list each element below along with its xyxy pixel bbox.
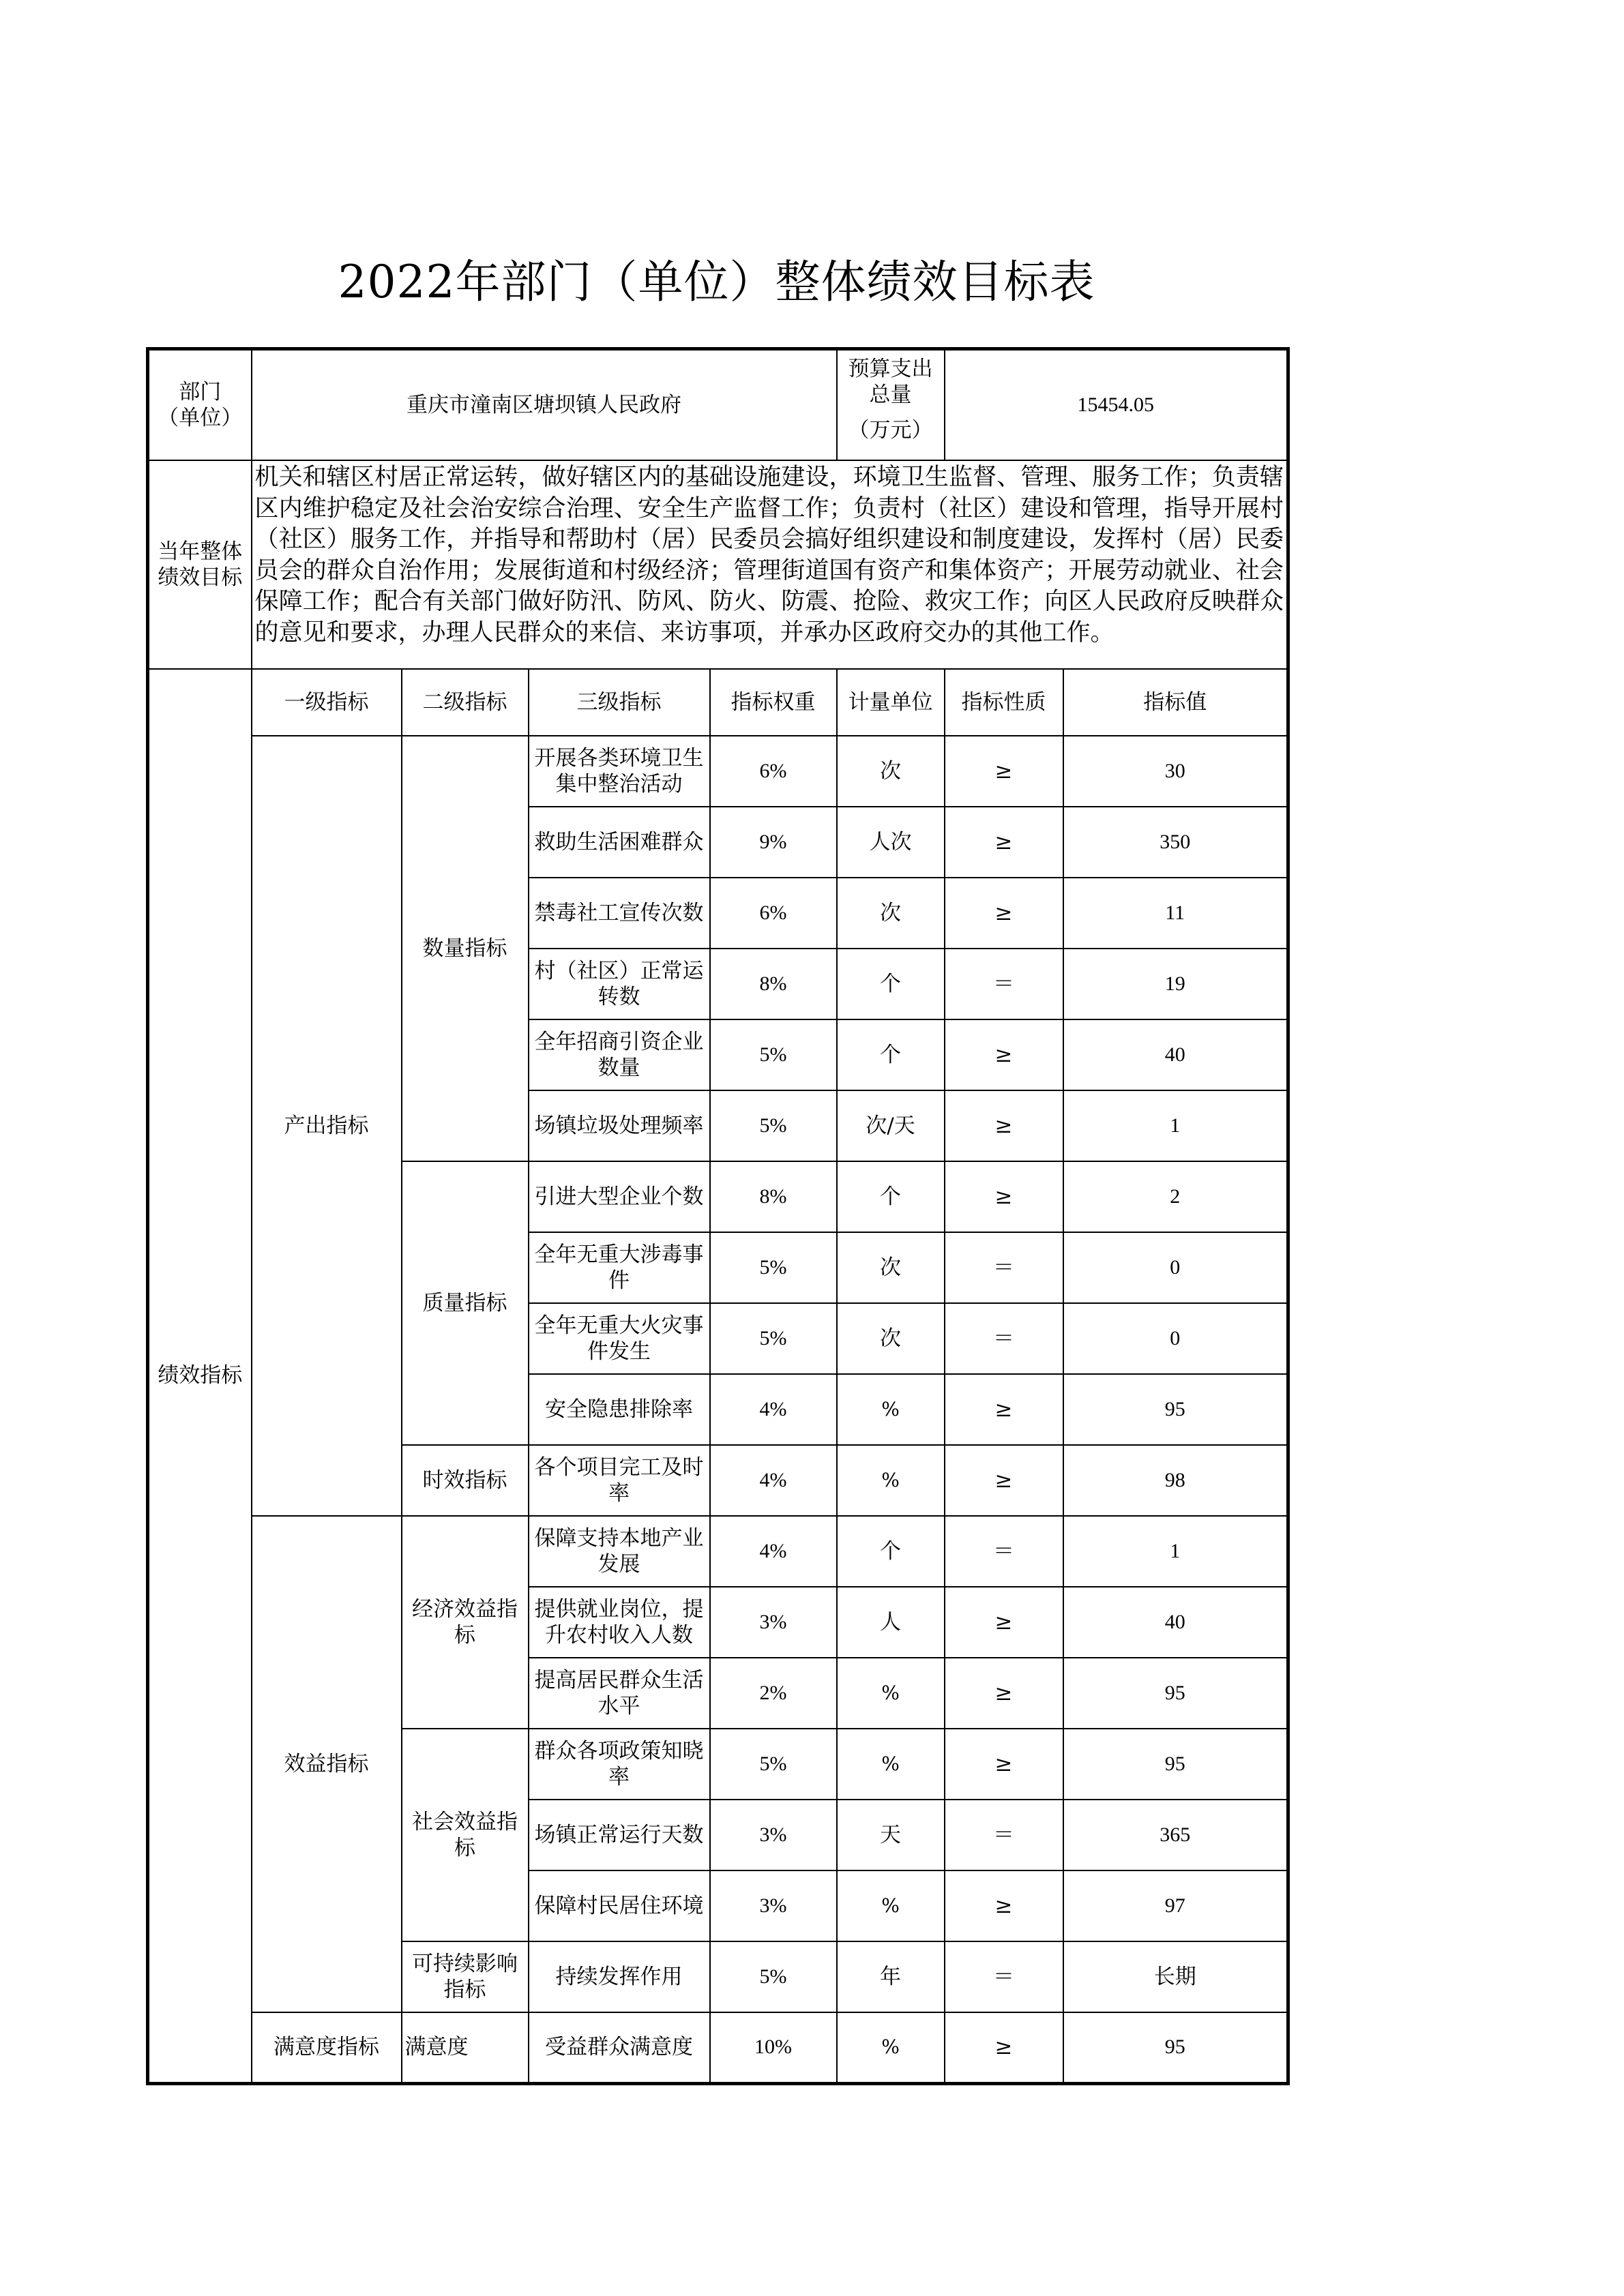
nature-cell: ≥ [945,1587,1063,1658]
level2-line: 社会效益指 [412,1810,518,1834]
level3-cell [529,1870,710,1941]
budget-value: 15454.05 [945,349,1288,461]
nature-cell: ≥ [945,878,1063,949]
unit-cell: 个 [837,1019,945,1090]
level2-line: 标 [454,1836,475,1860]
nature-cell: ≥ [945,2012,1063,2083]
value-cell: 长期 [1063,1941,1288,2012]
weight-cell: 5% [710,1090,837,1161]
level3-line: 全年无重大火灾事 [534,1313,704,1338]
weight-cell: 2% [710,1658,837,1729]
weight-cell: 5% [710,1941,837,2012]
value-cell: 19 [1063,949,1288,1019]
level3-cell [529,736,710,807]
level3-line: 群众各项政策知晓 [534,1739,704,1763]
level3-line: 发展 [597,1552,640,1577]
level2-quality: 质量指标 [402,1161,529,1445]
budget-label-line: 预算支出 [848,357,933,381]
level1-satisfaction: 满意度指标 [252,2012,402,2083]
value-cell: 365 [1063,1800,1288,1870]
unit-cell: % [837,1445,945,1516]
weight-cell: 4% [710,1516,837,1587]
level3-line: 受益群众满意度 [545,2035,693,2060]
level3-line: 提高居民群众生活 [534,1668,704,1693]
nature-cell: ＝ [945,1516,1063,1587]
level3-cell [529,1090,710,1161]
level2-sustainability [402,1941,529,2012]
level3-line: 安全隐患排除率 [545,1397,693,1422]
level3-cell [529,1729,710,1800]
unit-cell: 次 [837,736,945,807]
column-header: 三级指标 [529,669,710,736]
weight-cell: 5% [710,1019,837,1090]
level3-line: 水平 [597,1694,640,1718]
level3-line: 保障村民居住环境 [534,1894,704,1918]
nature-cell: ≥ [945,736,1063,807]
level3-cell [529,1587,710,1658]
weight-cell: 6% [710,878,837,949]
value-cell: 0 [1063,1303,1288,1374]
level3-line: 集中整治活动 [555,772,683,796]
column-header: 指标性质 [945,669,1063,736]
level2-economic [402,1516,529,1729]
value-cell: 11 [1063,878,1288,949]
budget-label [837,349,945,461]
level1-output: 产出指标 [252,736,402,1516]
nature-cell: ≥ [945,1019,1063,1090]
value-cell: 95 [1063,1374,1288,1445]
value-cell: 95 [1063,2012,1288,2083]
level3-cell [529,1232,710,1303]
column-header: 指标权重 [710,669,837,736]
value-cell: 97 [1063,1870,1288,1941]
level3-line: 率 [608,1481,630,1506]
value-cell: 0 [1063,1232,1288,1303]
level3-cell [529,1658,710,1729]
nature-cell: ≥ [945,1374,1063,1445]
level3-line: 件发生 [587,1339,651,1364]
title-text: 2022年部门（单位）整体绩效目标表 [338,256,1095,308]
performance-table [146,347,1290,2085]
level3-line: 数量 [597,1056,640,1080]
level3-cell [529,1516,710,1587]
level2-satisfaction: 满意度 [402,2012,529,2083]
weight-cell: 6% [710,736,837,807]
level3-line: 村（社区）正常运 [534,959,704,983]
column-header: 一级指标 [252,669,402,736]
nature-cell: ≥ [945,1445,1063,1516]
nature-cell: ＝ [945,1303,1063,1374]
goal-label [148,460,252,669]
level3-line: 开展各类环境卫生 [534,746,704,771]
level3-line: 引进大型企业个数 [534,1184,704,1209]
level2-social [402,1729,529,1941]
level3-cell [529,1941,710,2012]
value-cell: 350 [1063,807,1288,878]
nature-cell: ≥ [945,1161,1063,1232]
unit-cell: 次/天 [837,1090,945,1161]
goal-label-line: 绩效目标 [158,565,243,590]
level3-line: 提供就业岗位，提 [534,1597,704,1622]
level3-cell [529,2012,710,2083]
weight-cell: 5% [710,1729,837,1800]
value-cell: 2 [1063,1161,1288,1232]
level3-line: 件 [608,1268,630,1293]
dept-label-line: 部门 [179,380,222,404]
dept-label-line: （单位） [158,406,243,430]
weight-cell: 8% [710,1161,837,1232]
level3-line: 禁毒社工宣传次数 [534,901,704,925]
goal-text: 机关和辖区村居正常运转，做好辖区内的基础设施建设，环境卫生监督、管理、服务工作；负责辖区内维护稳定及社会治安综合治理、安全生产监督工作；负责村（社区）建设和管理，指导开展村（社区）服务工作，并指导和帮助村（居）民委员会搞好组织建设和制度建设，发挥村（居）民委员会的群众自治作用；发展街道和村级经济；管理街道国有资产和集体资产；开展劳动就业、社会保障工作；配合有关部门做好防汛、防风、防火、防震、抢险、救灾工作；向区人民政府反映群众的意见和要求，办理人民群众的来信、来访事项，并承办区政府交办的其他工作。 [252,460,1288,669]
level3-line: 场镇正常运行天数 [534,1823,704,1847]
goal-label-line: 当年整体 [158,539,243,564]
unit-cell: 个 [837,1161,945,1232]
unit-cell: % [837,1658,945,1729]
unit-cell: 人次 [837,807,945,878]
page-title [0,245,1624,310]
level3-cell [529,1019,710,1090]
unit-cell: 个 [837,1516,945,1587]
value-cell: 40 [1063,1587,1288,1658]
level3-cell [529,1303,710,1374]
value-cell: 40 [1063,1019,1288,1090]
weight-cell: 5% [710,1303,837,1374]
unit-cell: % [837,1870,945,1941]
nature-cell: ≥ [945,807,1063,878]
level3-line: 全年招商引资企业 [534,1030,704,1054]
nature-cell: ＝ [945,949,1063,1019]
level3-line: 转数 [597,985,640,1009]
weight-cell: 10% [710,2012,837,2083]
unit-cell: 天 [837,1800,945,1870]
level3-cell [529,1800,710,1870]
unit-cell: % [837,1374,945,1445]
weight-cell: 3% [710,1587,837,1658]
weight-cell: 4% [710,1374,837,1445]
dept-value: 重庆市潼南区塘坝镇人民政府 [252,349,837,461]
nature-cell: ＝ [945,1800,1063,1870]
level3-line: 各个项目完工及时 [534,1455,704,1480]
weight-cell: 5% [710,1232,837,1303]
level3-line: 场镇垃圾处理频率 [534,1114,704,1138]
level2-line: 指标 [443,1978,486,2002]
level3-line: 升农村收入人数 [545,1623,693,1648]
indicators-label: 绩效指标 [148,669,252,2083]
weight-cell: 3% [710,1870,837,1941]
nature-cell: ＝ [945,1232,1063,1303]
value-cell: 30 [1063,736,1288,807]
level3-cell [529,1445,710,1516]
nature-cell: ≥ [945,1729,1063,1800]
level3-line: 持续发挥作用 [555,1965,683,1989]
column-header: 二级指标 [402,669,529,736]
nature-cell: ≥ [945,1658,1063,1729]
weight-cell: 8% [710,949,837,1019]
level2-quantity: 数量指标 [402,736,529,1161]
level3-line: 救助生活困难群众 [534,830,704,854]
unit-cell: 人 [837,1587,945,1658]
level3-cell [529,1374,710,1445]
dept-label [148,349,252,461]
level3-line: 全年无重大涉毒事 [534,1242,704,1267]
column-header: 计量单位 [837,669,945,736]
nature-cell: ≥ [945,1090,1063,1161]
level3-line: 率 [608,1765,630,1789]
unit-cell: 年 [837,1941,945,2012]
level3-cell [529,949,710,1019]
unit-cell: % [837,2012,945,2083]
level3-cell [529,807,710,878]
value-cell: 95 [1063,1658,1288,1729]
level1-benefit: 效益指标 [252,1516,402,2012]
unit-cell: 次 [837,878,945,949]
weight-cell: 4% [710,1445,837,1516]
budget-label-line: 总量 [869,383,912,407]
weight-cell: 9% [710,807,837,878]
value-cell: 1 [1063,1516,1288,1587]
value-cell: 98 [1063,1445,1288,1516]
weight-cell: 3% [710,1800,837,1870]
level2-line: 可持续影响 [412,1952,518,1976]
budget-label-line: （万元） [848,418,933,443]
unit-cell: 次 [837,1303,945,1374]
level3-line: 保障支持本地产业 [534,1526,704,1551]
level2-line: 标 [454,1623,475,1648]
nature-cell: ≥ [945,1870,1063,1941]
unit-cell: 次 [837,1232,945,1303]
level2-line: 经济效益指 [412,1597,518,1622]
column-header: 指标值 [1063,669,1288,736]
unit-cell: % [837,1729,945,1800]
level3-cell [529,1161,710,1232]
level3-cell [529,878,710,949]
unit-cell: 个 [837,949,945,1019]
level2-timeliness: 时效指标 [402,1445,529,1516]
value-cell: 95 [1063,1729,1288,1800]
nature-cell: ＝ [945,1941,1063,2012]
value-cell: 1 [1063,1090,1288,1161]
